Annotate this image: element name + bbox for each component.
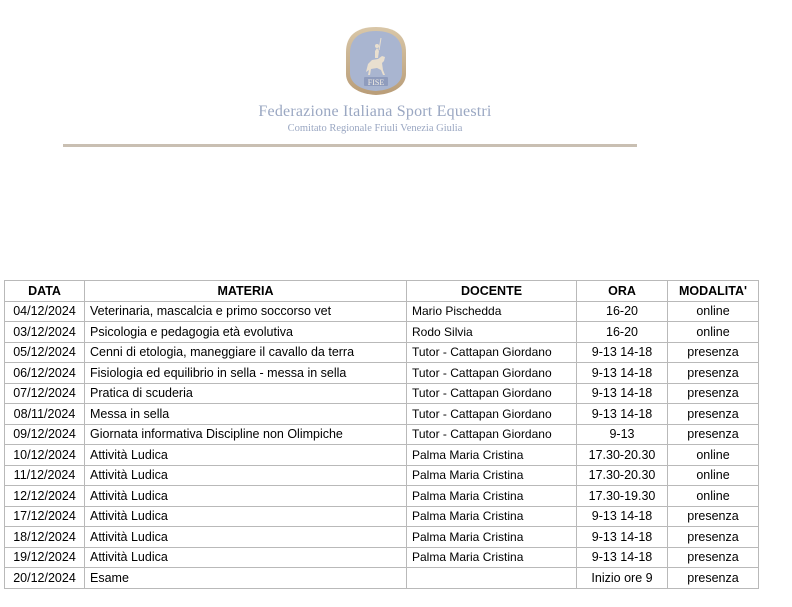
- cell-subject: Attività Ludica: [85, 527, 407, 548]
- cell-date: 18/12/2024: [5, 527, 85, 548]
- cell-subject: Esame: [85, 568, 407, 589]
- cell-teacher: Palma Maria Cristina: [407, 527, 577, 548]
- cell-subject: Attività Ludica: [85, 506, 407, 527]
- table-row: [5, 363, 759, 384]
- cell-time: 9-13 14-18: [577, 383, 668, 404]
- cell-time: 17.30-19.30: [577, 486, 668, 507]
- cell-mode: online: [668, 465, 759, 486]
- header-divider: [63, 144, 637, 147]
- cell-time: 9-13 14-18: [577, 342, 668, 363]
- cell-teacher: Tutor - Cattapan Giordano: [407, 342, 577, 363]
- cell-date: 05/12/2024: [5, 342, 85, 363]
- cell-mode: presenza: [668, 404, 759, 425]
- organization-name: Federazione Italiana Sport Equestri: [258, 103, 492, 120]
- cell-date: 07/12/2024: [5, 383, 85, 404]
- cell-mode: presenza: [668, 342, 759, 363]
- fise-logo: [344, 26, 408, 96]
- cell-mode: presenza: [668, 568, 759, 589]
- table-row: [5, 404, 759, 425]
- cell-subject: Giornata informativa Discipline non Olimpiche: [85, 424, 407, 445]
- cell-mode: presenza: [668, 363, 759, 384]
- cell-teacher: Rodo Silvia: [407, 322, 577, 343]
- table-row: [5, 445, 759, 466]
- cell-date: 12/12/2024: [5, 486, 85, 507]
- cell-subject: Cenni di etologia, maneggiare il cavallo da terra: [85, 342, 407, 363]
- header-subject: MATERIA: [85, 281, 407, 302]
- cell-mode: presenza: [668, 383, 759, 404]
- cell-subject: Attività Ludica: [85, 547, 407, 568]
- cell-mode: presenza: [668, 506, 759, 527]
- cell-subject: Attività Ludica: [85, 445, 407, 466]
- cell-subject: Attività Ludica: [85, 465, 407, 486]
- table-row: [5, 322, 759, 343]
- cell-date: 20/12/2024: [5, 568, 85, 589]
- schedule-table: [4, 280, 759, 589]
- table-row: [5, 301, 759, 322]
- cell-time: 9-13 14-18: [577, 363, 668, 384]
- cell-subject: Pratica di scuderia: [85, 383, 407, 404]
- cell-subject: Fisiologia ed equilibrio in sella - messa in sella: [85, 363, 407, 384]
- header-mode: MODALITA': [668, 281, 759, 302]
- cell-date: 11/12/2024: [5, 465, 85, 486]
- cell-date: 03/12/2024: [5, 322, 85, 343]
- cell-mode: online: [668, 445, 759, 466]
- cell-subject: Veterinaria, mascalcia e primo soccorso vet: [85, 301, 407, 322]
- cell-teacher: Palma Maria Cristina: [407, 445, 577, 466]
- cell-subject: Psicologia e pedagogia età evolutiva: [85, 322, 407, 343]
- cell-mode: presenza: [668, 527, 759, 548]
- cell-date: 06/12/2024: [5, 363, 85, 384]
- table-body: [5, 301, 759, 588]
- table-row: [5, 465, 759, 486]
- cell-teacher: [407, 568, 577, 589]
- cell-teacher: Palma Maria Cristina: [407, 547, 577, 568]
- table-row: [5, 547, 759, 568]
- cell-teacher: Tutor - Cattapan Giordano: [407, 424, 577, 445]
- cell-time: 16-20: [577, 301, 668, 322]
- cell-mode: online: [668, 322, 759, 343]
- cell-time: 17.30-20.30: [577, 465, 668, 486]
- cell-date: 10/12/2024: [5, 445, 85, 466]
- cell-time: 9-13 14-18: [577, 404, 668, 425]
- cell-time: 9-13 14-18: [577, 547, 668, 568]
- table-row: [5, 342, 759, 363]
- cell-teacher: Tutor - Cattapan Giordano: [407, 363, 577, 384]
- cell-teacher: Tutor - Cattapan Giordano: [407, 383, 577, 404]
- organization-subtitle: Comitato Regionale Friuli Venezia Giulia: [287, 123, 463, 134]
- table-row: [5, 424, 759, 445]
- header-teacher: DOCENTE: [407, 281, 577, 302]
- cell-date: 17/12/2024: [5, 506, 85, 527]
- cell-time: 9-13 14-18: [577, 527, 668, 548]
- table-header-row: [5, 281, 759, 302]
- cell-time: 17.30-20.30: [577, 445, 668, 466]
- cell-time: 16-20: [577, 322, 668, 343]
- cell-teacher: Palma Maria Cristina: [407, 486, 577, 507]
- cell-time: 9-13 14-18: [577, 506, 668, 527]
- cell-mode: online: [668, 486, 759, 507]
- cell-teacher: Palma Maria Cristina: [407, 465, 577, 486]
- logo-text: FISE: [367, 78, 385, 87]
- cell-subject: Attività Ludica: [85, 486, 407, 507]
- table-row: [5, 527, 759, 548]
- cell-subject: Messa in sella: [85, 404, 407, 425]
- cell-mode: presenza: [668, 424, 759, 445]
- cell-teacher: Palma Maria Cristina: [407, 506, 577, 527]
- cell-teacher: Mario Pischedda: [407, 301, 577, 322]
- cell-date: 04/12/2024: [5, 301, 85, 322]
- cell-mode: presenza: [668, 547, 759, 568]
- cell-mode: online: [668, 301, 759, 322]
- header-date: DATA: [5, 281, 85, 302]
- cell-time: Inizio ore 9: [577, 568, 668, 589]
- table-row: [5, 383, 759, 404]
- cell-date: 09/12/2024: [5, 424, 85, 445]
- table-row: [5, 506, 759, 527]
- cell-teacher: Tutor - Cattapan Giordano: [407, 404, 577, 425]
- header-time: ORA: [577, 281, 668, 302]
- cell-time: 9-13: [577, 424, 668, 445]
- table-row: [5, 486, 759, 507]
- cell-date: 08/11/2024: [5, 404, 85, 425]
- cell-date: 19/12/2024: [5, 547, 85, 568]
- table-row: [5, 568, 759, 589]
